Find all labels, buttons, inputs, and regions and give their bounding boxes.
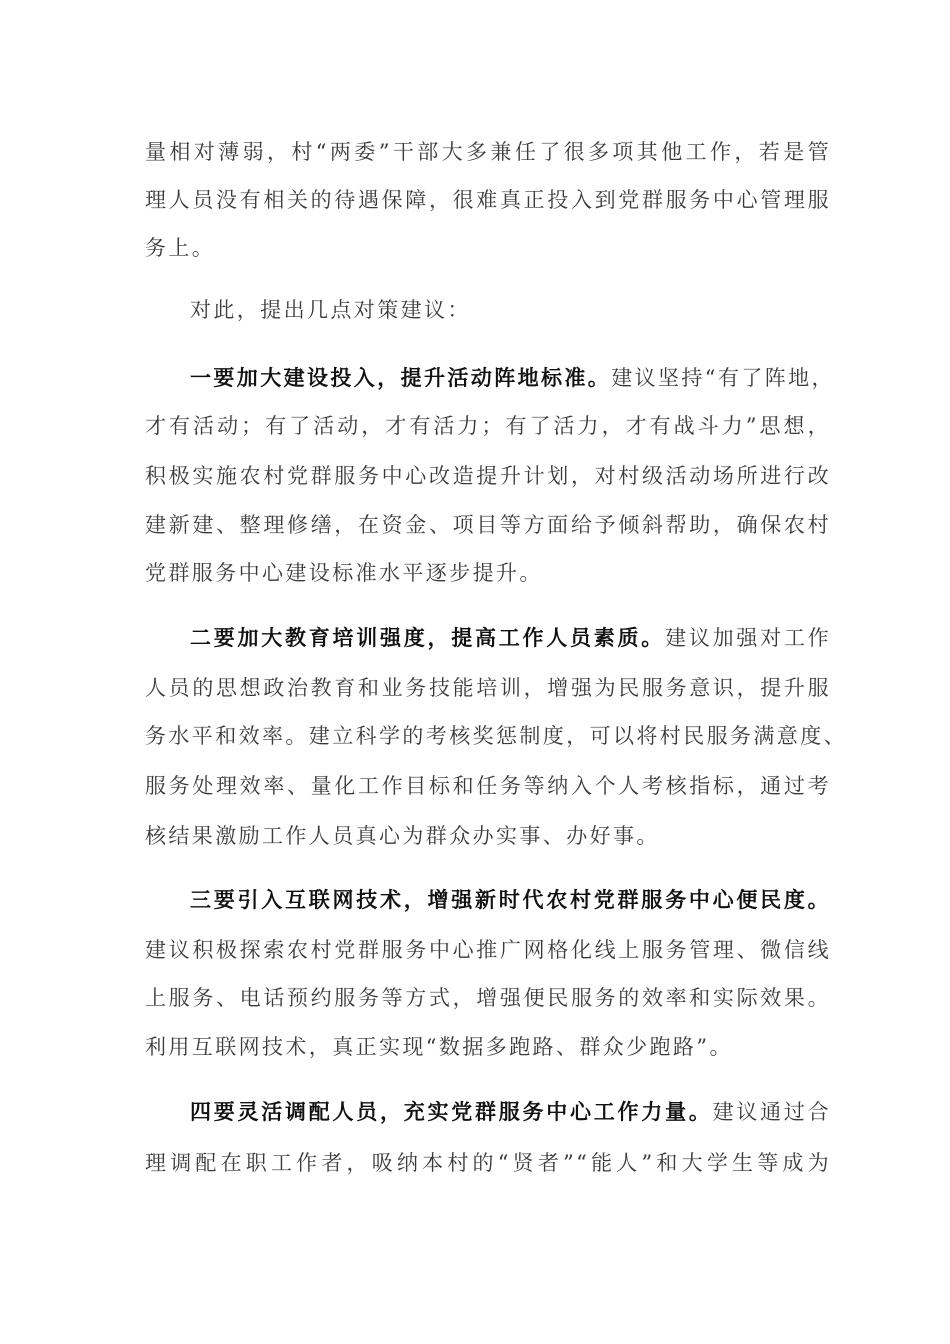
text-line bbox=[145, 462, 831, 490]
line-text: 理调配在职工作者，吸纳本村的“贤者”“能人”和大学生等成为 bbox=[145, 1151, 831, 1175]
line-text: 人员的思想政治教育和业务技能培训，增强为民服务意识，提升服 bbox=[145, 676, 831, 700]
text-line bbox=[190, 886, 831, 914]
text-line bbox=[145, 511, 831, 539]
line-text: 务水平和效率。建立科学的考核奖惩制度，可以将村民服务满意度、 bbox=[145, 724, 847, 748]
line-text: 建新建、整理修缮，在资金、项目等方面给予倾斜帮助，确保农村 bbox=[145, 513, 831, 537]
line-text: 建议坚持“有了阵地， bbox=[611, 366, 835, 390]
text-line bbox=[145, 772, 831, 800]
text-line bbox=[145, 722, 847, 750]
text-line bbox=[145, 412, 831, 440]
line-text: 建议积极探索农村党群服务中心推广网格化线上服务管理、微信线 bbox=[145, 938, 831, 962]
text-line bbox=[145, 234, 831, 262]
text-line bbox=[190, 296, 831, 324]
text-line bbox=[145, 559, 831, 587]
line-text: 服务处理效率、量化工作目标和任务等纳入个人考核指标，通过考 bbox=[145, 774, 831, 798]
line-text: 建议加强对工作 bbox=[665, 626, 831, 650]
line-text: 积极实施农村党群服务中心改造提升计划，对村级活动场所进行改 bbox=[145, 464, 831, 488]
text-line bbox=[145, 822, 831, 850]
line-text: 理人员没有相关的待遇保障，很难真正投入到党群服务中心管理服 bbox=[145, 188, 831, 212]
text-line bbox=[190, 1098, 831, 1126]
line-text: 上服务、电话预约服务等方式，增强便民服务的效率和实际效果。 bbox=[145, 986, 831, 1010]
line-text: 量相对薄弱，村“两委”干部大多兼任了很多项其他工作，若是管 bbox=[145, 140, 831, 164]
bold-heading: 一要加大建设投入，提升活动阵地标准。 bbox=[190, 365, 612, 390]
line-text: 核结果激励工作人员真心为群众办实事、办好事。 bbox=[145, 824, 660, 848]
line-text: 才有活动；有了活动，才有活力；有了活力，才有战斗力”思想， bbox=[145, 414, 831, 438]
bold-heading: 三要引入互联网技术，增强新时代农村党群服务中心便民度。 bbox=[190, 887, 831, 912]
text-line bbox=[145, 1033, 831, 1061]
bold-heading: 四要灵活调配人员，充实党群服务中心工作力量。 bbox=[190, 1099, 713, 1124]
text-line bbox=[145, 186, 831, 214]
line-text: 对此，提出几点对策建议： bbox=[190, 298, 471, 322]
text-line bbox=[190, 364, 835, 392]
text-line bbox=[190, 624, 831, 652]
line-text: 务上。 bbox=[145, 236, 216, 260]
text-line bbox=[145, 1149, 831, 1177]
text-line bbox=[145, 138, 831, 166]
line-text: 建议通过合 bbox=[712, 1100, 831, 1124]
bold-heading: 二要加大教育培训强度，提高工作人员素质。 bbox=[190, 625, 666, 650]
text-line bbox=[145, 936, 831, 964]
line-text: 党群服务中心建设标准水平逐步提升。 bbox=[145, 561, 543, 585]
text-line bbox=[145, 674, 831, 702]
text-line bbox=[145, 984, 831, 1012]
line-text: 利用互联网技术，真正实现“数据多跑路、群众少跑路”。 bbox=[145, 1035, 733, 1059]
